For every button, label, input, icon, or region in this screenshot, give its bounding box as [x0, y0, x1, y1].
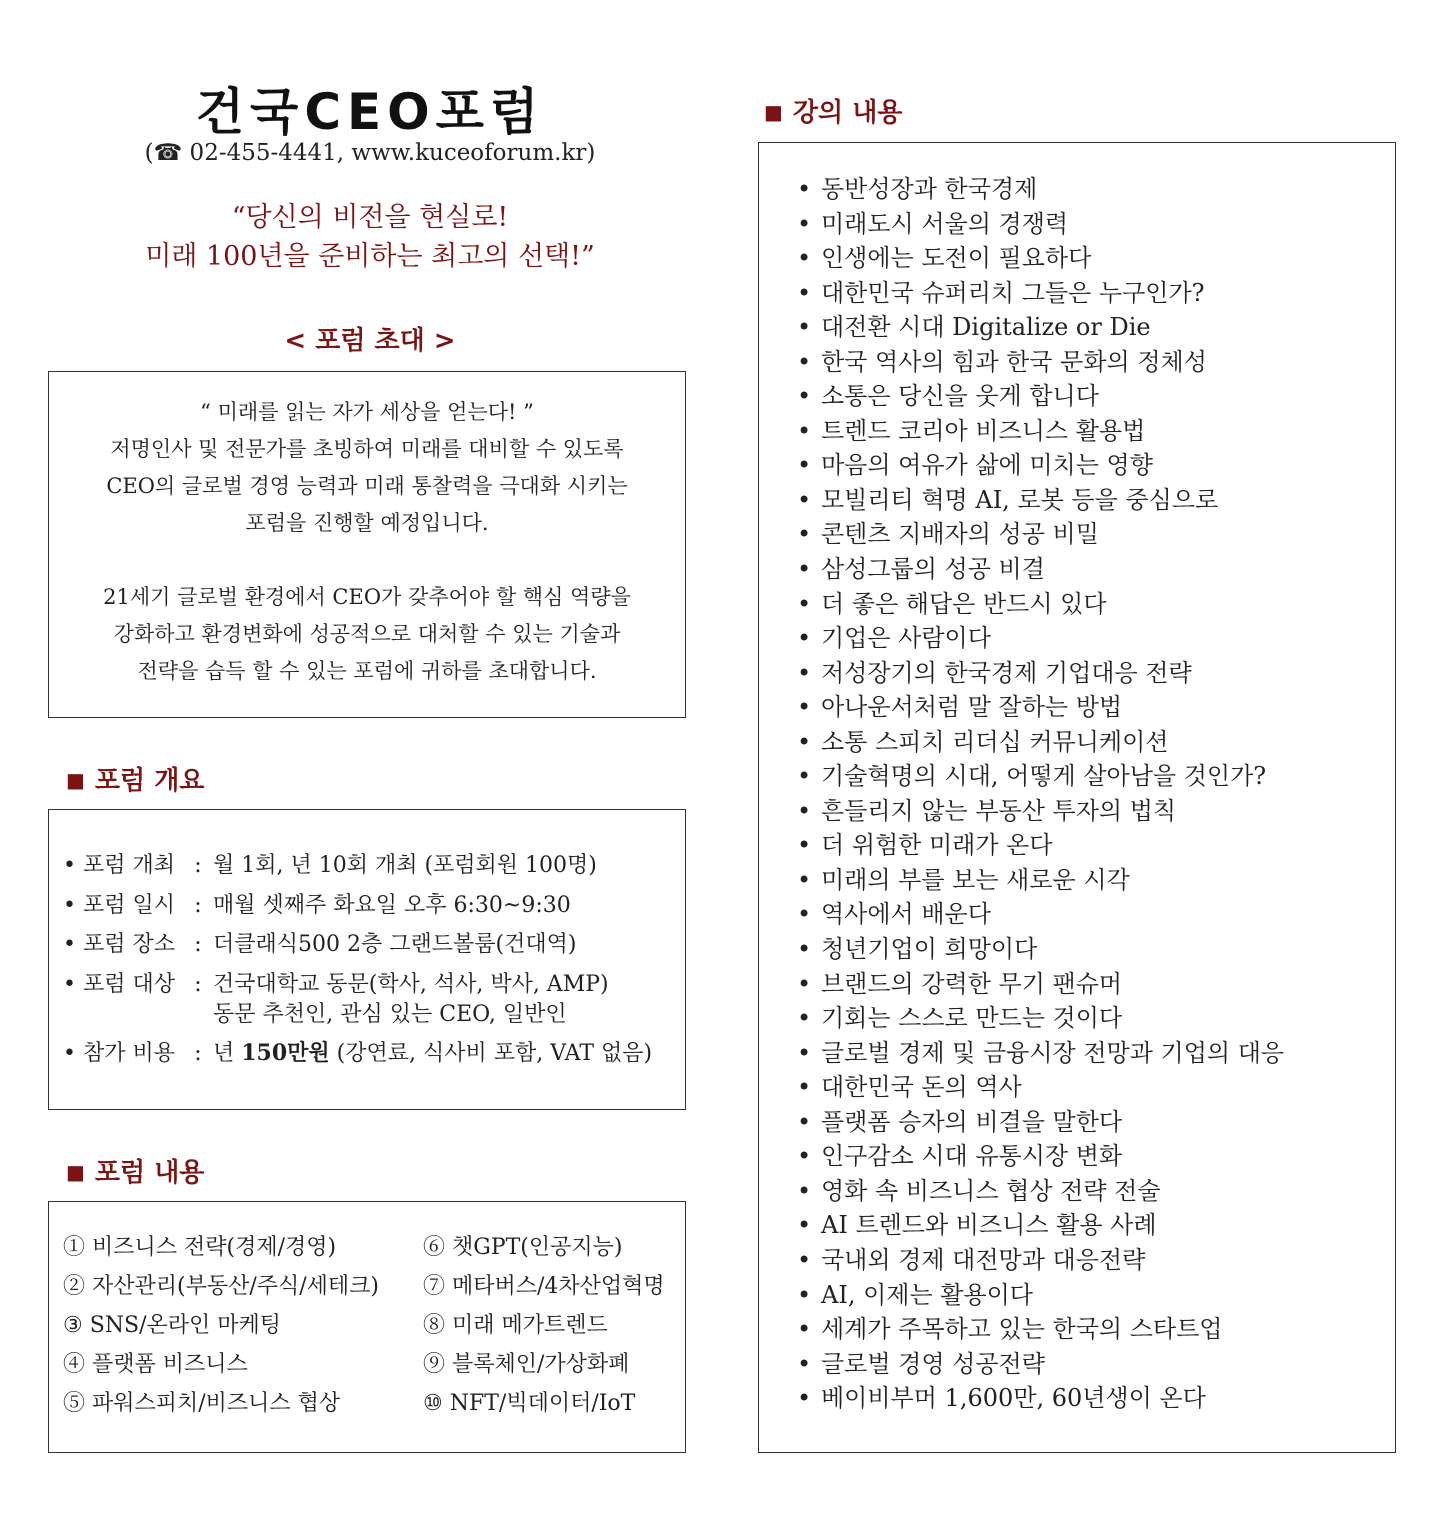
lecture-item [797, 1001, 1395, 1036]
invite-line: 전략을 습득 할 수 있는 포럼에 귀하를 초대합니다. [137, 659, 597, 683]
lecture-item [797, 725, 1395, 760]
overview-label: 포럼 장소 [83, 932, 176, 957]
slogan [50, 198, 690, 276]
lecture-item [797, 1208, 1395, 1243]
bullet-icon: • [797, 485, 812, 514]
lecture-item-text: 삼성그룹의 성공 비결 [821, 555, 1045, 584]
bullet-icon: • [797, 796, 812, 825]
overview-label: 포럼 대상 [83, 971, 176, 997]
lecture-item [797, 552, 1395, 587]
overview-label: 참가 비용 [83, 1041, 176, 1066]
lecture-item [797, 794, 1395, 829]
section-heading-text: 포럼 내용 [94, 1158, 205, 1188]
bullet-icon: • [797, 1315, 812, 1344]
invite-line: 저명인사 및 전문가를 초빙하여 미래를 대비할 수 있도록 [110, 437, 624, 461]
lecture-item [797, 621, 1395, 656]
lecture-item [797, 656, 1395, 691]
overview-colon: : [194, 853, 202, 878]
lecture-item-text: 플랫폼 승자의 비결을 말한다 [821, 1107, 1123, 1136]
bullet-icon: • [797, 347, 812, 376]
lecture-item [797, 828, 1395, 863]
overview-colon: : [194, 971, 202, 997]
lecture-item-text: 기술혁명의 시대, 어떻게 살아남을 것인가? [821, 762, 1267, 791]
lecture-item [797, 207, 1395, 242]
contact-info: (☎ 02-455-4441, www.kuceoforum.kr) [144, 140, 596, 166]
content-item: ⑤ 파워스피치/비즈니스 협상 [63, 1391, 341, 1416]
square-marker-icon: ■ [66, 1160, 85, 1184]
lecture-item [797, 1347, 1395, 1382]
lecture-item [797, 448, 1395, 483]
lecture-item-text: 기업은 사람이다 [821, 624, 991, 653]
overview-row [63, 886, 685, 926]
overview-colon: : [194, 1041, 202, 1066]
bullet-icon: • [63, 971, 76, 997]
lecture-item-text: 인구감소 시대 유통시장 변화 [821, 1142, 1123, 1171]
lecture-item-text: 아나운서처럼 말 잘하는 방법 [821, 693, 1123, 722]
lecture-item [797, 345, 1395, 380]
overview-value: 월 1회, 년 10회 개최 (포럼회원 100명) [213, 853, 597, 878]
bullet-icon: • [797, 1211, 812, 1240]
lecture-item-text: 더 좋은 해답은 반드시 있다 [821, 589, 1107, 618]
lecture-item [797, 172, 1395, 207]
content-grid [63, 1228, 685, 1423]
lecture-item-text: 저성장기의 한국경제 기업대응 전략 [821, 658, 1192, 687]
content-item: ⑩ NFT/빅데이터/IoT [423, 1391, 636, 1416]
bullet-icon: • [797, 589, 812, 618]
bullet-icon: • [797, 1349, 812, 1378]
lecture-item [797, 1312, 1395, 1347]
lecture-item-text: 글로벌 경영 성공전략 [821, 1349, 1045, 1378]
lecture-item [797, 1278, 1395, 1313]
lecture-item-text: 소통 스피치 리더십 커뮤니케이션 [821, 727, 1169, 756]
lecture-item-text: 마음의 여유가 삶에 미치는 영향 [821, 451, 1153, 480]
bullet-icon: • [797, 1245, 812, 1274]
lecture-box [758, 142, 1396, 1453]
lecture-item [797, 897, 1395, 932]
bullet-icon: • [797, 209, 812, 238]
invite-paragraph [49, 394, 685, 542]
invite-line: CEO의 글로벌 경영 능력과 미래 통찰력을 극대화 시키는 [106, 474, 628, 498]
overview-colon: : [194, 932, 202, 957]
bullet-icon: • [797, 1142, 812, 1171]
content-item: ① 비즈니스 전략(경제/경영) [63, 1235, 337, 1260]
bullet-icon: • [797, 1384, 812, 1413]
content-item: ⑥ 챗GPT(인공지능) [423, 1235, 623, 1260]
slogan-line: “당신의 비전을 현실로! [231, 202, 509, 233]
lecture-item-text: 소통은 당신을 웃게 합니다 [821, 382, 1099, 411]
lecture-item-text: 인생에는 도전이 필요하다 [821, 244, 1092, 273]
bullet-icon: • [797, 520, 812, 549]
bullet-icon: • [797, 555, 812, 584]
lecture-item [797, 932, 1395, 967]
fee-note: (강연료, 식사비 포함, VAT 없음) [329, 1041, 653, 1066]
lecture-item-text: 한국 역사의 힘과 한국 문화의 정체성 [821, 347, 1207, 376]
lecture-item-text: 더 위험한 미래가 온다 [821, 831, 1053, 860]
lecture-item [797, 1070, 1395, 1105]
bullet-icon: • [797, 693, 812, 722]
lecture-item [797, 1174, 1395, 1209]
overview-row [63, 846, 685, 886]
lecture-item [797, 414, 1395, 449]
lecture-item [797, 759, 1395, 794]
bullet-icon: • [797, 416, 812, 445]
section-heading-content [66, 1152, 204, 1189]
bullet-icon: • [63, 932, 76, 957]
lecture-item-text: 동반성장과 한국경제 [821, 175, 1038, 203]
section-heading-text: 포럼 개요 [94, 766, 205, 796]
lecture-item [797, 1105, 1395, 1140]
bullet-icon: • [797, 624, 812, 653]
lecture-item [797, 967, 1395, 1002]
bullet-icon: • [797, 1280, 812, 1309]
lecture-item-text: 미래도시 서울의 경쟁력 [821, 209, 1069, 238]
content-item: ⑨ 블록체인/가상화폐 [423, 1352, 630, 1377]
bullet-icon: • [797, 1038, 812, 1067]
section-heading-lecture [764, 92, 902, 129]
lecture-item [797, 863, 1395, 898]
invite-line: “ 미래를 읽는 자가 세상을 얻는다! ” [200, 400, 534, 424]
overview-row-fee [63, 1034, 685, 1074]
lecture-item [797, 1139, 1395, 1174]
lecture-item-text: 베이비부머 1,600만, 60년생이 온다 [821, 1384, 1206, 1413]
invite-heading: < 포럼 초대 > [284, 326, 456, 356]
overview-label: 포럼 일시 [83, 892, 176, 918]
lecture-item-text: AI 트렌드와 비즈니스 활용 사례 [821, 1211, 1157, 1240]
bullet-icon: • [797, 865, 812, 894]
lecture-item [797, 1381, 1395, 1416]
lecture-item-text: 청년기업이 희망이다 [821, 935, 1038, 964]
lecture-item-text: 미래의 부를 보는 새로운 시각 [821, 865, 1130, 894]
content-item: ③ SNS/온라인 마케팅 [63, 1313, 282, 1338]
lecture-item-text: 국내외 경제 대전망과 대응전략 [821, 1245, 1146, 1274]
lecture-item-text: 세계가 주목하고 있는 한국의 스타트업 [821, 1315, 1223, 1344]
content-item: ⑧ 미래 메가트렌드 [423, 1313, 608, 1338]
bullet-icon: • [63, 892, 76, 918]
fee-amount: 150만원 [241, 1040, 330, 1066]
overview-value [213, 1034, 652, 1074]
invite-line: 21세기 글로벌 환경에서 CEO가 갖추어야 할 핵심 역량을 [103, 585, 631, 609]
bullet-icon: • [797, 175, 812, 203]
bullet-icon: • [797, 831, 812, 860]
overview-value-continued: 동문 추천인, 관심 있는 CEO, 일반인 [213, 1002, 567, 1027]
lecture-item [797, 587, 1395, 622]
overview-row [63, 925, 685, 965]
section-heading-overview [66, 760, 204, 797]
lecture-item-text: 대한민국 슈퍼리치 그들은 누구인가? [821, 278, 1205, 307]
lecture-item [797, 483, 1395, 518]
lecture-item [797, 241, 1395, 276]
lecture-item-text: 대전환 시대 Digitalize or Die [821, 313, 1151, 342]
bullet-icon: • [797, 244, 812, 273]
overview-value: 매월 셋째주 화요일 오후 6:30~9:30 [213, 892, 571, 918]
bullet-icon: • [797, 1073, 812, 1102]
lecture-item [797, 517, 1395, 552]
bullet-icon: • [797, 313, 812, 342]
page-title: 건국CEO포럼 [195, 83, 545, 141]
content-item: ④ 플랫폼 비즈니스 [63, 1352, 248, 1377]
lecture-item-text: 글로벌 경제 및 금융시장 전망과 기업의 대응 [821, 1038, 1285, 1067]
bullet-icon: • [63, 853, 76, 878]
bullet-icon: • [797, 1176, 812, 1205]
lecture-item [797, 379, 1395, 414]
content-item: ⑦ 메타버스/4차산업혁명 [423, 1274, 665, 1299]
invite-line: 강화하고 환경변화에 성공적으로 대처할 수 있는 기술과 [113, 622, 621, 646]
bullet-icon: • [797, 935, 812, 964]
invite-box [48, 371, 686, 718]
bullet-icon: • [797, 658, 812, 687]
lecture-item-text: 콘텐츠 지배자의 성공 비밀 [821, 520, 1099, 549]
overview-value: 건국대학교 동문(학사, 석사, 박사, AMP) [213, 971, 609, 997]
invite-line: 포럼을 진행할 예정입니다. [245, 511, 489, 535]
invite-paragraph [49, 579, 685, 690]
overview-box [48, 809, 686, 1110]
fee-prefix: 년 [213, 1041, 242, 1066]
lecture-item-text: 기회는 스스로 만드는 것이다 [821, 1004, 1123, 1033]
lecture-item [797, 690, 1395, 725]
bullet-icon: • [797, 451, 812, 480]
bullet-icon: • [797, 382, 812, 411]
overview-colon: : [194, 892, 202, 918]
lecture-item [797, 1036, 1395, 1071]
lecture-item-text: 흔들리지 않는 부동산 투자의 법칙 [821, 796, 1177, 825]
slogan-line: 미래 100년을 준비하는 최고의 선택!” [145, 241, 595, 272]
lecture-item-text: AI, 이제는 활용이다 [821, 1280, 1033, 1309]
bullet-icon: • [797, 969, 812, 998]
lecture-item-text: 역사에서 배운다 [821, 900, 991, 929]
bullet-icon: • [797, 1004, 812, 1033]
square-marker-icon: ■ [66, 768, 85, 792]
overview-value: 더클래식500 2층 그랜드볼룸(건대역) [213, 932, 577, 957]
lecture-item-text: 대한민국 돈의 역사 [821, 1073, 1022, 1102]
bullet-icon: • [797, 1107, 812, 1136]
bullet-icon: • [797, 900, 812, 929]
lecture-item [797, 276, 1395, 311]
bullet-icon: • [797, 762, 812, 791]
section-heading-text: 강의 내용 [792, 98, 903, 128]
bullet-icon: • [797, 727, 812, 756]
lecture-item-text: 영화 속 비즈니스 협상 전략 전술 [821, 1176, 1161, 1205]
lecture-item-text: 브랜드의 강력한 무기 팬슈머 [821, 969, 1123, 998]
content-box [48, 1201, 686, 1453]
bullet-icon: • [797, 278, 812, 307]
lecture-item-text: 트렌드 코리아 비즈니스 활용법 [821, 416, 1146, 445]
lecture-item [797, 310, 1395, 345]
overview-label: 포럼 개최 [83, 853, 176, 878]
bullet-icon: • [63, 1041, 76, 1066]
lecture-item [797, 1243, 1395, 1278]
lecture-item-text: 모빌리티 혁명 AI, 로봇 등을 중심으로 [821, 485, 1219, 514]
content-item: ② 자산관리(부동산/주식/세테크) [63, 1274, 380, 1299]
square-marker-icon: ■ [764, 100, 783, 124]
